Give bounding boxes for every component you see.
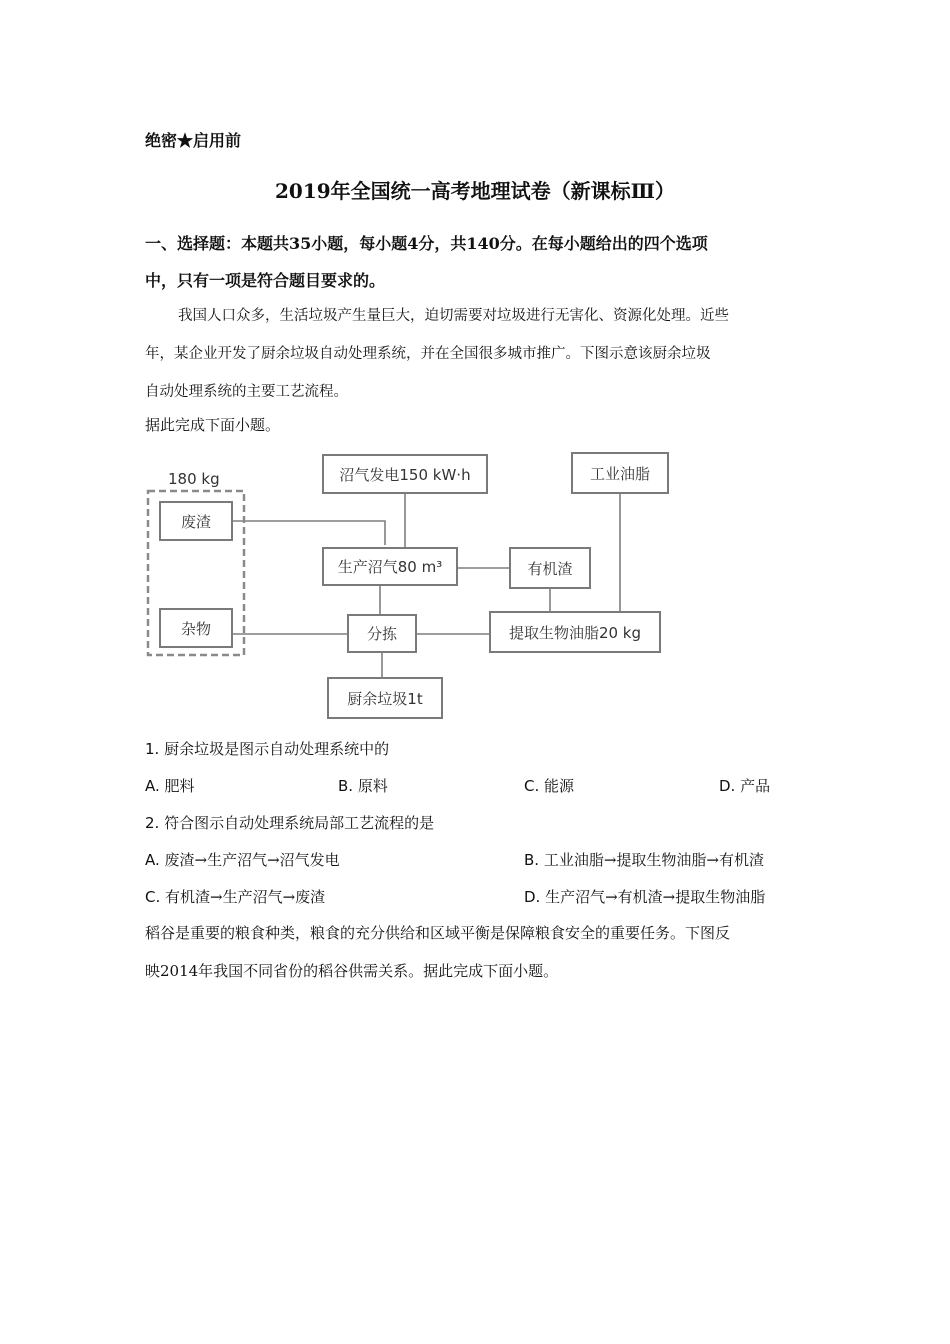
option-letter: D. bbox=[719, 777, 736, 795]
option-letter: C. bbox=[524, 777, 540, 795]
option-text: 有机渣→生产沼气→废渣 bbox=[165, 888, 326, 906]
section-heading-line-2: 中，只有一项是符合题目要求的。 bbox=[145, 271, 386, 290]
passage-2-line-2: 映2014年我国不同省份的稻谷供需关系。据此完成下面小题。 bbox=[145, 962, 559, 980]
question-1-number: 1. bbox=[145, 740, 160, 758]
question-1-option-d[interactable] bbox=[719, 775, 770, 796]
question-2-option-c[interactable] bbox=[145, 886, 325, 907]
option-text: 废渣→生产沼气→沼气发电 bbox=[164, 851, 340, 869]
kitchen-waste-process-diagram bbox=[140, 445, 680, 730]
option-letter: A. bbox=[145, 851, 160, 869]
passage-1-line-3: 自动处理系统的主要工艺流程。 bbox=[145, 384, 348, 400]
node-biogas-production: 生产沼气80 m³ bbox=[337, 558, 443, 576]
node-waste-residue: 废渣 bbox=[180, 513, 212, 531]
option-text: 能源 bbox=[544, 777, 575, 795]
option-text: 生产沼气→有机渣→提取生物油脂 bbox=[545, 888, 766, 906]
option-text: 原料 bbox=[357, 777, 388, 795]
question-1-option-b[interactable] bbox=[338, 775, 388, 796]
node-sorting: 分拣 bbox=[366, 625, 398, 643]
exam-title: 2019年全国统一高考地理试卷（新课标Ⅲ） bbox=[274, 179, 676, 203]
option-text: 肥料 bbox=[164, 777, 195, 795]
question-1-option-c[interactable] bbox=[524, 775, 574, 796]
passage-2-line-1: 稻谷是重要的粮食种类，粮食的充分供给和区域平衡是保障粮食安全的重要任务。下图反 bbox=[145, 924, 731, 942]
group-weight-label: 180 kg bbox=[168, 470, 220, 488]
passage-1-instruction: 据此完成下面小题。 bbox=[145, 416, 281, 434]
option-letter: B. bbox=[524, 851, 540, 869]
confidential-notice: 绝密★启用前 bbox=[145, 131, 242, 150]
question-1 bbox=[145, 738, 389, 759]
node-organic-residue: 有机渣 bbox=[527, 560, 573, 578]
option-letter: C. bbox=[145, 888, 161, 906]
question-1-stem: 厨余垃圾是图示自动处理系统中的 bbox=[164, 740, 390, 758]
option-letter: A. bbox=[145, 777, 160, 795]
question-2-stem: 符合图示自动处理系统局部工艺流程的是 bbox=[164, 814, 435, 832]
option-text: 工业油脂→提取生物油脂→有机渣 bbox=[543, 851, 764, 869]
passage-1-line-2: 年，某企业开发了厨余垃圾自动处理系统，并在全国很多城市推广。下图示意该厨余垃圾 bbox=[145, 346, 711, 362]
node-industrial-grease: 工业油脂 bbox=[589, 465, 651, 483]
option-letter: D. bbox=[524, 888, 541, 906]
question-2 bbox=[145, 812, 434, 833]
node-kitchen-waste: 厨余垃圾1t bbox=[347, 690, 423, 708]
option-text: 产品 bbox=[740, 777, 771, 795]
node-biogas-power: 沼气发电150 kW·h bbox=[339, 466, 471, 484]
node-sundries: 杂物 bbox=[180, 620, 212, 638]
question-2-option-d[interactable] bbox=[524, 886, 765, 907]
question-1-option-a[interactable] bbox=[145, 775, 195, 796]
question-2-option-a[interactable] bbox=[145, 849, 340, 870]
question-2-number: 2. bbox=[145, 814, 160, 832]
section-heading-line-1: 一、选择题：本题共35小题，每小题4分，共140分。在每小题给出的四个选项 bbox=[145, 234, 708, 253]
node-bio-oil-extraction: 提取生物油脂20 kg bbox=[508, 624, 642, 642]
option-letter: B. bbox=[338, 777, 354, 795]
question-2-option-b[interactable] bbox=[524, 849, 764, 870]
passage-1-line-1: 我国人口众多，生活垃圾产生量巨大，迫切需要对垃圾进行无害化、资源化处理。近些 bbox=[178, 308, 729, 324]
line-waste-to-biogas bbox=[232, 521, 385, 545]
